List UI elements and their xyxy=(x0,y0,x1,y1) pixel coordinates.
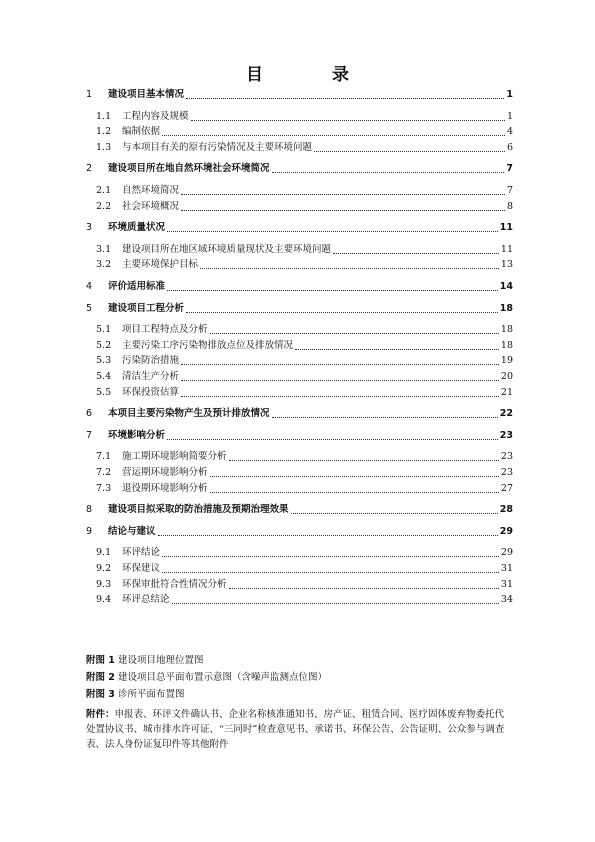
toc-page-number: 23 xyxy=(499,429,513,441)
toc-section-row[interactable] xyxy=(86,243,513,257)
toc-leader xyxy=(229,460,499,461)
toc-title: 环境质量状况 xyxy=(108,222,166,234)
figure-title: 建设项目总平面布置示意图（含噪声监测点位图） xyxy=(117,672,327,683)
appendix-note xyxy=(86,707,511,752)
figure-entry xyxy=(86,671,513,685)
toc-number: 5.5 xyxy=(96,386,112,398)
toc-title: 主要环境保护目标 xyxy=(122,259,199,271)
toc-page-number: 18 xyxy=(500,339,513,351)
toc-number: 7.3 xyxy=(96,482,112,494)
toc-leader xyxy=(162,572,499,573)
toc-chapter-row[interactable] xyxy=(86,429,513,443)
toc-number: 2.1 xyxy=(96,185,112,196)
toc-leader xyxy=(210,476,499,477)
toc-page-number: 7 xyxy=(506,163,513,175)
toc-leader xyxy=(181,194,505,195)
toc-section-row[interactable] xyxy=(86,354,513,368)
toc-number: 3.2 xyxy=(96,259,112,271)
toc-chapter-row[interactable] xyxy=(86,162,513,176)
toc-section-row[interactable] xyxy=(86,386,513,400)
toc-title: 编制依据 xyxy=(122,126,161,138)
toc-title: 营运期环境影响分析 xyxy=(122,467,208,478)
figure-label: 附图 1 xyxy=(86,655,115,666)
toc-title: 环保审批符合性情况分析 xyxy=(122,578,227,590)
toc-chapter-row[interactable] xyxy=(86,280,513,294)
toc-page-number: 1 xyxy=(506,89,513,100)
toc-number: 6 xyxy=(86,408,93,420)
toc-number: 8 xyxy=(86,504,93,516)
toc-title: 环保建议 xyxy=(122,563,161,574)
toc-leader xyxy=(272,172,505,173)
figure-label: 附图 3 xyxy=(86,689,115,700)
toc-leader xyxy=(167,290,498,291)
toc-number: 9.1 xyxy=(96,547,112,559)
toc-section-row[interactable] xyxy=(86,578,513,592)
toc-page-number: 23 xyxy=(500,451,513,463)
toc-section-row[interactable] xyxy=(86,323,513,337)
figure-entry xyxy=(86,654,513,668)
toc-page-number: 13 xyxy=(500,259,513,271)
toc-number: 1.2 xyxy=(96,126,112,138)
toc-number: 5.3 xyxy=(96,355,112,367)
figure-entry xyxy=(86,688,513,702)
toc-title: 评价适用标准 xyxy=(108,281,166,292)
toc-section-row[interactable] xyxy=(86,450,513,464)
toc-number: 2 xyxy=(86,163,93,175)
toc-number: 9.2 xyxy=(96,563,112,574)
toc-leader xyxy=(181,396,499,397)
toc-title: 建设项目基本情况 xyxy=(108,89,185,100)
toc-title: 建设项目所在地自然环境社会环境简况 xyxy=(108,163,270,175)
toc-number: 4 xyxy=(86,281,93,292)
toc-leader xyxy=(314,151,505,152)
toc-title: 建设项目拟采取的防治措施及预期治理效果 xyxy=(108,504,289,516)
toc-title: 本项目主要污染物产生及预计排放情况 xyxy=(108,408,270,420)
toc-section-row[interactable] xyxy=(86,593,513,607)
figure-title: 诊所平面布置图 xyxy=(117,689,185,700)
toc-number: 1.1 xyxy=(96,110,112,122)
toc-leader xyxy=(333,253,499,254)
toc-number: 3 xyxy=(86,222,93,234)
toc-page-number: 19 xyxy=(500,355,513,367)
toc-leader xyxy=(167,231,498,232)
toc-section-row[interactable] xyxy=(86,110,513,124)
toc-page-number: 31 xyxy=(500,563,513,574)
toc-leader xyxy=(167,439,498,440)
toc-section-row[interactable] xyxy=(86,466,513,480)
toc-number: 1.3 xyxy=(96,141,112,153)
toc-title: 建设项目工程分析 xyxy=(108,302,185,314)
toc-number: 1 xyxy=(86,89,93,100)
toc-leader xyxy=(295,349,499,350)
toc-chapter-row[interactable] xyxy=(86,221,513,235)
toc-number: 7.2 xyxy=(96,467,112,478)
toc-page-number: 11 xyxy=(499,222,513,234)
toc-page-number: 7 xyxy=(506,185,513,196)
toc-page-number: 31 xyxy=(500,578,513,590)
toc-page-number: 18 xyxy=(499,302,513,314)
toc-leader xyxy=(210,333,499,334)
toc-page-number: 20 xyxy=(500,371,513,382)
toc-leader xyxy=(272,417,498,418)
toc-title: 环保投资估算 xyxy=(122,386,180,398)
toc-page-number: 29 xyxy=(500,547,513,559)
toc-title: 工程内容及规模 xyxy=(122,110,189,122)
toc-title: 污染防治措施 xyxy=(122,355,180,367)
toc-title: 社会环境概况 xyxy=(122,200,180,212)
toc-leader xyxy=(186,98,504,99)
toc-number: 9.4 xyxy=(96,594,112,606)
toc-page-number: 4 xyxy=(506,126,513,138)
toc-page-number: 1 xyxy=(506,110,513,122)
toc-leader xyxy=(210,492,499,493)
toc-number: 5.1 xyxy=(96,324,112,336)
toc-page-number: 23 xyxy=(500,467,513,478)
toc-chapter-row[interactable] xyxy=(86,407,513,421)
toc-number: 9 xyxy=(86,525,93,537)
appendix-text: 申报表、环评文件确认书、企业名称核准通知书、房产证、租赁合同、医疗固体废弃物委托代处置协议书、城市排水许可证、“三同时”检查意见书、承诺书、环保公告、公告证明、公众参与调查表、法人身份证复印件等其他附件 xyxy=(86,709,505,750)
toc-page-number: 34 xyxy=(500,594,513,606)
toc-section-row[interactable] xyxy=(86,562,513,576)
figure-label: 附图 2 xyxy=(86,672,115,683)
toc-page-number: 8 xyxy=(506,200,513,212)
toc-chapter-row[interactable] xyxy=(86,503,513,517)
toc-title: 建设项目所在地区域环境质量现状及主要环境问题 xyxy=(122,243,332,255)
toc-chapter-row[interactable] xyxy=(86,88,513,102)
toc-number: 5.2 xyxy=(96,339,112,351)
toc-page-number: 11 xyxy=(500,243,513,255)
figure-title: 建设项目地理位置图 xyxy=(117,655,204,666)
toc-title: 主要污染工序污染物排放点位及排放情况 xyxy=(122,339,294,351)
toc-section-row[interactable] xyxy=(86,184,513,198)
toc-leader xyxy=(181,210,505,211)
toc-page-number: 6 xyxy=(506,141,513,153)
toc-title: 退役期环境影响分析 xyxy=(122,482,208,494)
toc-number: 9.3 xyxy=(96,578,112,590)
toc-leader xyxy=(291,513,498,514)
toc-leader xyxy=(181,364,499,365)
page-title: 目 录 xyxy=(246,65,375,85)
toc-section-row[interactable] xyxy=(86,482,513,496)
toc-number: 5 xyxy=(86,302,93,314)
toc-title: 环评总结论 xyxy=(122,594,170,606)
toc-section-row[interactable] xyxy=(86,258,513,272)
toc-title: 施工期环境影响简要分析 xyxy=(122,451,227,463)
toc-leader xyxy=(181,380,499,381)
toc-title: 环境影响分析 xyxy=(108,429,166,441)
toc-title: 清洁生产分析 xyxy=(122,371,180,382)
toc-page-number: 29 xyxy=(499,525,513,537)
toc-section-row[interactable] xyxy=(86,370,513,384)
toc-number: 3.1 xyxy=(96,243,112,255)
toc-leader xyxy=(200,268,499,269)
toc-page-number: 22 xyxy=(499,408,513,420)
toc-number: 5.4 xyxy=(96,371,112,382)
toc-leader xyxy=(162,135,505,136)
toc-leader xyxy=(162,556,499,557)
toc-number: 7 xyxy=(86,429,93,441)
toc-page-number: 14 xyxy=(499,281,513,292)
toc-title: 结论与建议 xyxy=(108,525,156,537)
toc-leader xyxy=(229,588,499,589)
toc-page-number: 27 xyxy=(500,482,513,494)
toc-leader xyxy=(191,120,505,121)
toc-page-number: 21 xyxy=(500,386,513,398)
toc-page-number: 28 xyxy=(499,504,513,516)
appendix-label: 附件： xyxy=(86,709,115,720)
toc-number: 2.2 xyxy=(96,200,112,212)
toc-leader xyxy=(158,535,498,536)
toc-title: 与本项目有关的原有污染情况及主要环境问题 xyxy=(122,141,313,153)
toc-title: 自然环境简况 xyxy=(122,185,180,196)
toc-section-row[interactable] xyxy=(86,339,513,353)
toc-chapter-row[interactable] xyxy=(86,302,513,316)
toc-title: 环评结论 xyxy=(122,547,161,559)
toc-chapter-row[interactable] xyxy=(86,525,513,539)
toc-leader xyxy=(172,603,499,604)
toc-number: 7.1 xyxy=(96,451,112,463)
toc-section-row[interactable] xyxy=(86,546,513,560)
toc-leader xyxy=(186,312,498,313)
toc-page-number: 18 xyxy=(500,324,513,336)
toc-title: 项目工程特点及分析 xyxy=(122,324,208,336)
toc-section-row[interactable] xyxy=(86,200,513,214)
toc-section-row[interactable] xyxy=(86,141,513,155)
toc-section-row[interactable] xyxy=(86,125,513,139)
